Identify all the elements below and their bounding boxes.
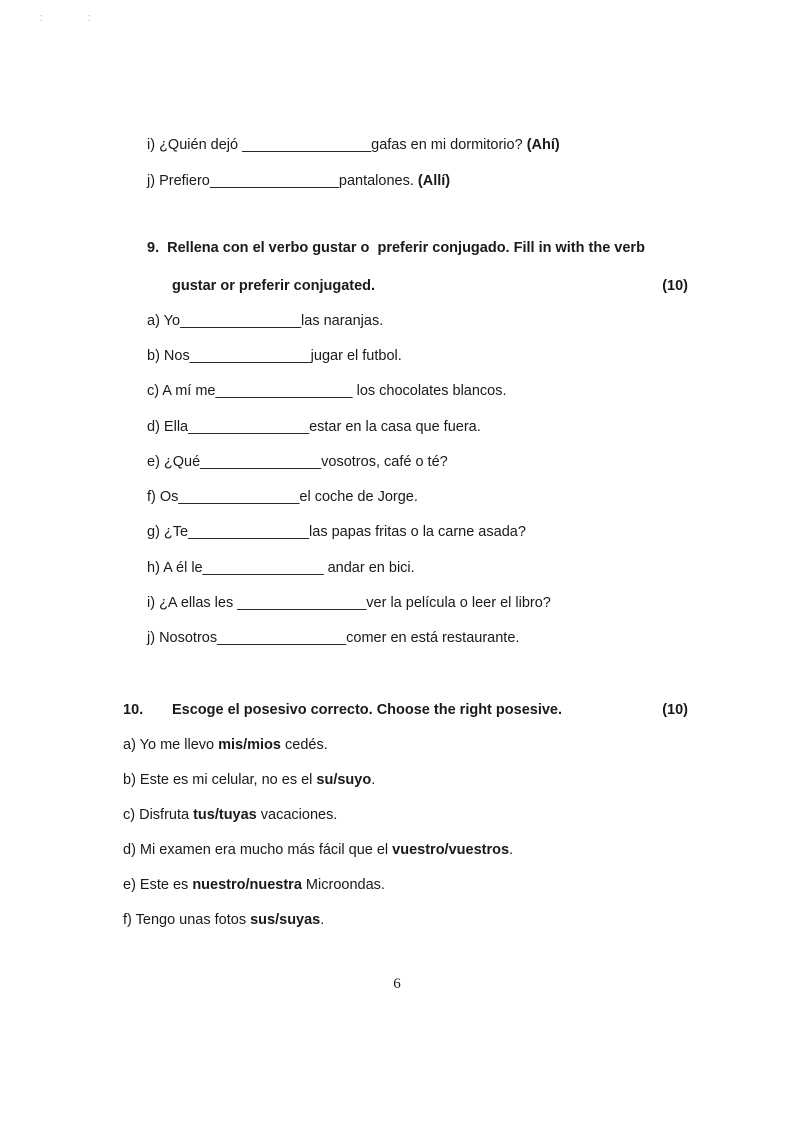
question-item[interactable]: h) A él le_______________ andar en bici.: [147, 560, 415, 576]
section10-points: (10): [662, 702, 688, 718]
item-text: Microondas.: [301, 877, 385, 893]
item-text: i) ¿Quién dejó: [147, 137, 243, 153]
item-text: c) Disfruta: [123, 807, 194, 823]
question-item[interactable]: d) Ella_______________estar en la casa que fuera.: [147, 419, 481, 435]
question-8i: [147, 136, 560, 154]
item-text: a) Yo me llevo: [123, 737, 219, 753]
item-text: j) Prefiero: [147, 173, 210, 189]
question-item: [123, 771, 375, 789]
item-text: .: [509, 842, 514, 858]
question-item[interactable]: i) ¿A ellas les ________________ver la película o leer el libro?: [147, 595, 551, 611]
item-text: vacaciones.: [256, 807, 338, 823]
question-item[interactable]: j) Nosotros________________comer en está restaurante.: [147, 630, 520, 646]
choice[interactable]: tus/tuyas: [193, 807, 257, 823]
scan-mark: ⁚: [40, 14, 43, 23]
section9-title-line2: gustar or preferir conjugated.: [172, 278, 376, 294]
item-text: .: [320, 912, 325, 928]
item-text: e) Este es: [123, 877, 193, 893]
choice[interactable]: nuestro/nuestra: [192, 877, 302, 893]
choice[interactable]: vuestro/vuestros: [392, 842, 510, 858]
question-item[interactable]: c) A mí me_________________ los chocolates blancos.: [147, 383, 507, 399]
question-item[interactable]: g) ¿Te_______________las papas fritas o la carne asada?: [147, 524, 526, 540]
hint: (Allí): [417, 173, 451, 189]
question-item: [123, 911, 324, 929]
item-text: d) Mi examen era mucho más fácil que el: [123, 842, 393, 858]
question-item[interactable]: e) ¿Qué_______________vosotros, café o té?: [147, 454, 448, 470]
question-item: [123, 876, 385, 894]
item-text: b) Este es mi celular, no es el: [123, 772, 317, 788]
section9-title-line1: 9. Rellena con el verbo gustar o preferir conjugado. Fill in with the verb: [147, 240, 645, 256]
question-8j: [147, 172, 450, 190]
item-text: cedés.: [280, 737, 328, 753]
question-item[interactable]: f) Os_______________el coche de Jorge.: [147, 489, 418, 505]
item-text: .: [371, 772, 376, 788]
answer-blank[interactable]: ________________: [242, 137, 372, 153]
section9-points: (10): [662, 278, 688, 294]
scan-mark: ⁚: [88, 14, 91, 23]
item-text: f) Tengo unas fotos: [123, 912, 251, 928]
choice[interactable]: su/suyo: [316, 772, 372, 788]
item-text: gafas en mi dormitorio?: [371, 137, 527, 153]
question-item: [123, 841, 513, 859]
item-text: pantalones.: [338, 173, 418, 189]
question-item[interactable]: a) Yo_______________las naranjas.: [147, 313, 384, 329]
question-item: [123, 806, 337, 824]
question-item[interactable]: b) Nos_______________jugar el futbol.: [147, 348, 402, 364]
hint: (Ahí): [526, 137, 560, 153]
choice[interactable]: mis/mios: [218, 737, 281, 753]
section10-number: 10.: [123, 702, 144, 718]
answer-blank[interactable]: ________________: [209, 173, 339, 189]
page-number: 6: [393, 976, 401, 992]
choice[interactable]: sus/suyas: [250, 912, 321, 928]
question-item: [123, 736, 328, 754]
section10-title: Escoge el posesivo correcto. Choose the right posesive.: [172, 702, 563, 718]
